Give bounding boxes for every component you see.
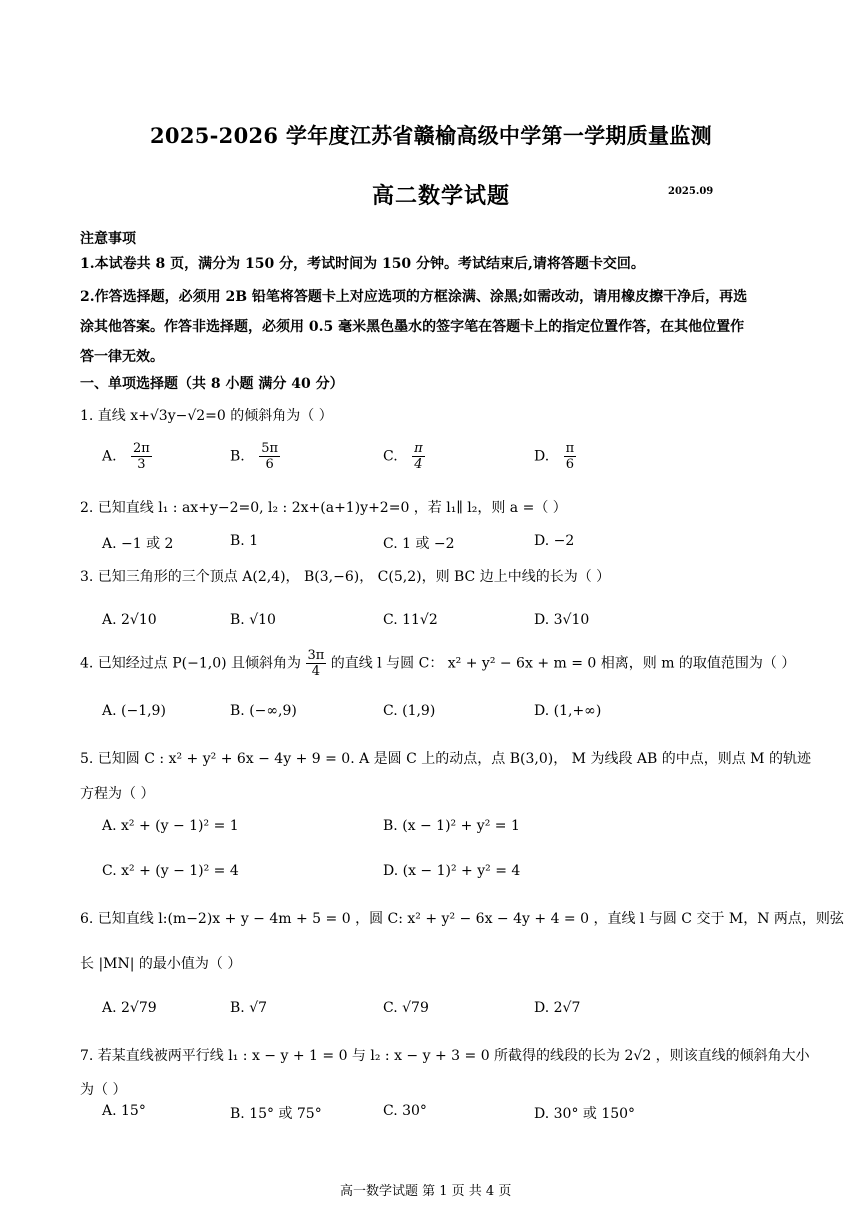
question-4-option-d: D. (1,+∞) (534, 703, 602, 719)
question-2-option-d: D. −2 (534, 533, 575, 549)
question-1-option-c: C. $\frac{\pi}{4}$ (383, 441, 423, 472)
question-5-option-c: C. x² + (y − 1)² = 4 (102, 863, 239, 879)
question-2-stem: 2. 已知直线 l₁ : ax+y−2=0, l₂ : 2x+(a+1)y+2=0 ，若 l₁∥ l₂，则 a =（ ） (80, 500, 567, 516)
question-5-option-a: A. x² + (y − 1)² = 1 (102, 818, 239, 834)
question-7-option-c: C. 30° (383, 1103, 427, 1119)
page-footer: 高一数学试题 第 1 页 共 4 页 (340, 1184, 512, 1199)
question-1-option-a: A. $\frac{2\pi}{3}$ (102, 441, 150, 472)
question-4-stem: 4. 已知经过点 P(−1,0) 且倾斜角为 $\frac{3\pi}{4}$ 的直线 l 与圆 C： x² + y² − 6x + m = 0 相离，则 m 的取值范围为（ ） (80, 648, 796, 679)
question-7-option-a: A. 15° (102, 1103, 146, 1119)
question-7-stem-line-1: 7. 若某直线被两平行线 l₁ : x − y + 1 = 0 与 l₂ : x − y + 3 = 0 所截得的线段的长为 2√2 ，则该直线的倾斜角大小 (80, 1048, 810, 1064)
question-1-stem: 1. 直线 x+√3y−√2=0 的倾斜角为（ ） (80, 408, 333, 424)
question-6-option-d: D. 2√7 (534, 1000, 581, 1016)
question-3-option-b: B. √10 (230, 612, 276, 628)
notes-line-2a: 2.作答选择题，必须用 2B 铅笔将答题卡上对应选项的方框涂满、涂黑;如需改动，请用橡皮擦干净后，再选 (80, 289, 748, 305)
question-5-stem-line-1: 5. 已知圆 C : x² + y² + 6x − 4y + 9 = 0. A 是圆 C 上的动点，点 B(3,0)， M 为线段 AB 的中点，则点 M 的轨迹 (80, 751, 811, 767)
question-2-option-b: B. 1 (230, 533, 259, 549)
notes-line-2c: 答一律无效。 (80, 349, 164, 365)
question-6-option-c: C. √79 (383, 1000, 429, 1016)
exam-title: 2025-2026 学年度江苏省赣榆高级中学第一学期质量监测 (150, 123, 712, 148)
notes-line-2b: 涂其他答案。作答非选择题，必须用 0.5 毫米黑色墨水的签字笔在答题卡上的指定位置作答，在其他位置作 (80, 319, 745, 335)
notes-heading: 注意事项 (80, 231, 136, 247)
question-5-option-d: D. (x − 1)² + y² = 4 (383, 863, 521, 879)
question-5-option-b: B. (x − 1)² + y² = 1 (383, 818, 520, 834)
notes-line-1: 1.本试卷共 8 页，满分为 150 分，考试时间为 150 分钟。考试结束后,请将答题卡交回。 (80, 256, 645, 272)
question-2-option-c: C. 1 或 −2 (383, 536, 455, 552)
question-6-stem-line-1: 6. 已知直线 l:(m−2)x + y − 4m + 5 = 0 ，圆 C: x² + y² − 6x − 4y + 4 = 0 ，直线 l 与圆 C 交于 M，N 两点，则弦 (80, 911, 844, 927)
question-6-option-b: B. √7 (230, 1000, 268, 1016)
question-1-option-d: D. $\frac{\pi}{6}$ (534, 441, 575, 472)
question-4-option-b: B. (−∞,9) (230, 703, 297, 719)
question-5-stem-line-2: 方程为（ ） (80, 786, 155, 802)
section-heading: 一、单项选择题（共 8 小题 满分 40 分） (80, 376, 344, 392)
question-7-option-d: D. 30° 或 150° (534, 1106, 636, 1122)
question-4-option-a: A. (−1,9) (102, 703, 166, 719)
question-6-stem-line-2: 长 |MN| 的最小值为（ ） (80, 956, 242, 972)
question-3-option-c: C. 11√2 (383, 612, 438, 628)
question-6-option-a: A. 2√79 (102, 1000, 157, 1016)
question-7-stem-line-2: 为（ ） (80, 1082, 127, 1098)
question-1-option-b: B. $\frac{5\pi}{6}$ (230, 441, 279, 472)
question-3-option-d: D. 3√10 (534, 612, 590, 628)
question-2-option-a: A. −1 或 2 (102, 536, 174, 552)
question-3-stem: 3. 已知三角形的三个顶点 A(2,4)， B(3,−6)， C(5,2)，则 BC 边上中线的长为（ ） (80, 569, 611, 585)
exam-subtitle: 高二数学试题 (372, 183, 511, 209)
question-7-option-b: B. 15° 或 75° (230, 1106, 322, 1122)
question-4-option-c: C. (1,9) (383, 703, 436, 719)
question-3-option-a: A. 2√10 (102, 612, 157, 628)
exam-date: 2025.09 (668, 186, 714, 197)
